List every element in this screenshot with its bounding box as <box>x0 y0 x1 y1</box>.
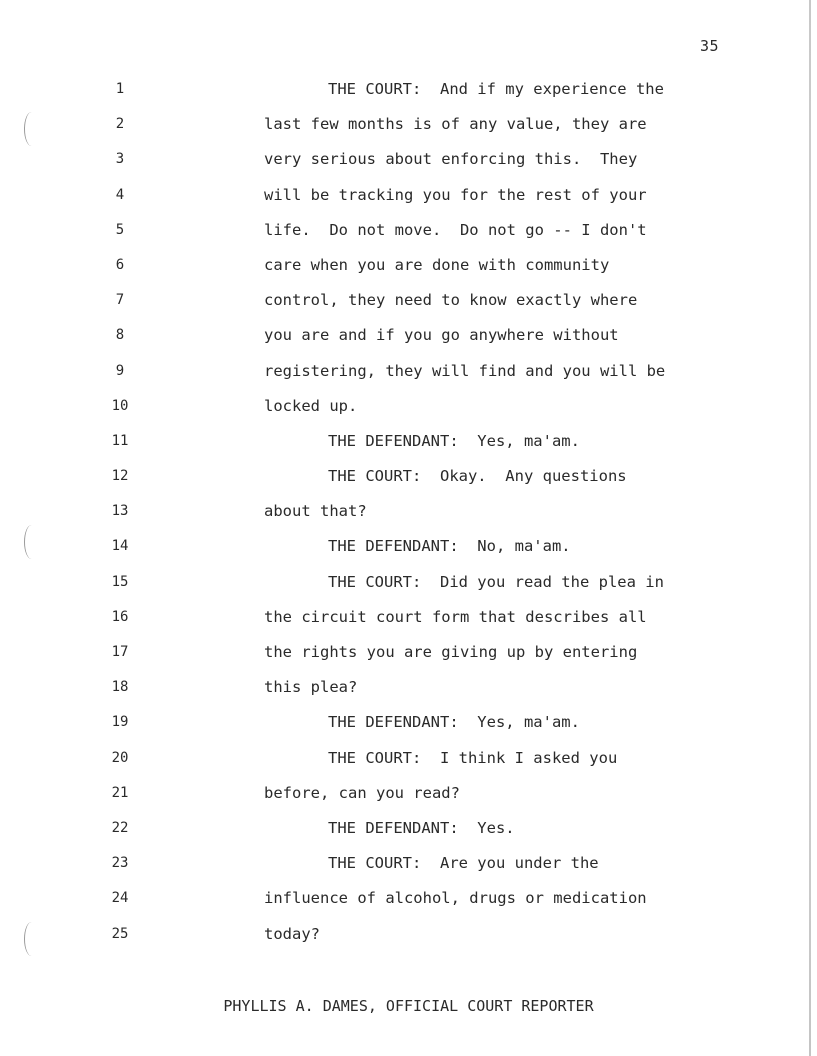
footer <box>0 997 817 1015</box>
line-text: about that? <box>264 502 367 521</box>
transcript-line <box>0 354 817 389</box>
line-text: will be tracking you for the rest of your <box>264 185 647 204</box>
line-text: THE DEFENDANT: No, ma'am. <box>328 537 571 556</box>
transcript-line <box>0 917 817 952</box>
transcript-line <box>0 389 817 424</box>
transcript-line <box>0 776 817 811</box>
line-text: THE COURT: And if my experience the <box>328 80 664 98</box>
line-text: registering, they will find and you will be <box>264 361 666 380</box>
transcript-line <box>0 318 817 353</box>
line-number: 2 <box>115 116 125 133</box>
transcript-line <box>0 565 817 600</box>
line-text: THE COURT: Did you read the plea in <box>328 572 664 591</box>
line-number: 14 <box>111 538 129 555</box>
transcript-line <box>0 811 817 846</box>
transcript-line <box>0 213 817 248</box>
line-number: 1 <box>115 81 125 97</box>
transcript-line <box>0 635 817 670</box>
line-number: 21 <box>111 784 129 801</box>
line-text: before, can you read? <box>264 783 460 802</box>
transcript-line <box>0 142 817 177</box>
transcript-line <box>0 178 817 213</box>
line-number: 13 <box>111 503 129 520</box>
line-text: today? <box>264 924 320 943</box>
transcript-line <box>0 741 817 776</box>
transcript-line <box>0 459 817 494</box>
transcript-line <box>0 248 817 283</box>
line-number: 12 <box>111 468 129 485</box>
transcript-line <box>0 670 817 705</box>
line-text: THE DEFENDANT: Yes. <box>328 818 515 837</box>
line-number: 20 <box>111 749 129 766</box>
line-text: THE DEFENDANT: Yes, ma'am. <box>328 431 580 450</box>
line-text: influence of alcohol, drugs or medication <box>264 889 647 908</box>
line-number: 16 <box>111 608 129 625</box>
transcript-line <box>0 424 817 459</box>
line-text: the rights you are giving up by entering <box>264 643 638 661</box>
line-number: 4 <box>115 186 125 203</box>
line-number: 24 <box>111 890 129 907</box>
transcript-line <box>0 600 817 635</box>
line-text: THE DEFENDANT: Yes, ma'am. <box>328 713 580 732</box>
line-number: 17 <box>111 644 129 660</box>
line-number: 19 <box>111 714 129 731</box>
line-text: this plea? <box>264 678 358 697</box>
line-text: THE COURT: I think I asked you <box>328 748 618 767</box>
line-number: 7 <box>115 292 125 309</box>
page-number: 35 <box>700 37 720 55</box>
line-number: 11 <box>111 432 129 449</box>
transcript-line <box>0 529 817 564</box>
transcript-line <box>0 846 817 881</box>
transcript-line <box>0 72 817 107</box>
line-text: the circuit court form that describes all <box>264 607 647 626</box>
line-number: 6 <box>115 256 125 273</box>
line-number: 3 <box>115 151 125 168</box>
transcript-line <box>0 107 817 142</box>
transcript-line <box>0 705 817 740</box>
line-text: last few months is of any value, they are <box>264 115 647 134</box>
line-text: very serious about enforcing this. They <box>264 150 638 169</box>
line-number: 15 <box>111 573 129 590</box>
line-number: 10 <box>111 397 129 414</box>
line-number: 9 <box>115 362 125 379</box>
line-text: THE COURT: Okay. Any questions <box>328 467 627 486</box>
line-text: THE COURT: Are you under the <box>328 854 599 873</box>
line-number: 22 <box>111 819 129 836</box>
line-text: control, they need to know exactly where <box>264 291 638 310</box>
transcript-line <box>0 283 817 318</box>
line-number: 25 <box>111 925 129 942</box>
transcript-body <box>0 72 817 952</box>
court-reporter-credit: PHYLLIS A. DAMES, OFFICIAL COURT REPORTER <box>223 997 594 1015</box>
line-number: 23 <box>111 855 129 872</box>
transcript-line <box>0 494 817 529</box>
line-text: life. Do not move. Do not go -- I don't <box>264 220 647 239</box>
line-text: locked up. <box>264 396 358 415</box>
line-number: 18 <box>111 679 129 696</box>
line-text: you are and if you go anywhere without <box>264 326 619 345</box>
line-text: care when you are done with community <box>264 255 610 274</box>
transcript-line <box>0 881 817 916</box>
line-number: 5 <box>115 221 125 238</box>
line-number: 8 <box>115 327 125 344</box>
